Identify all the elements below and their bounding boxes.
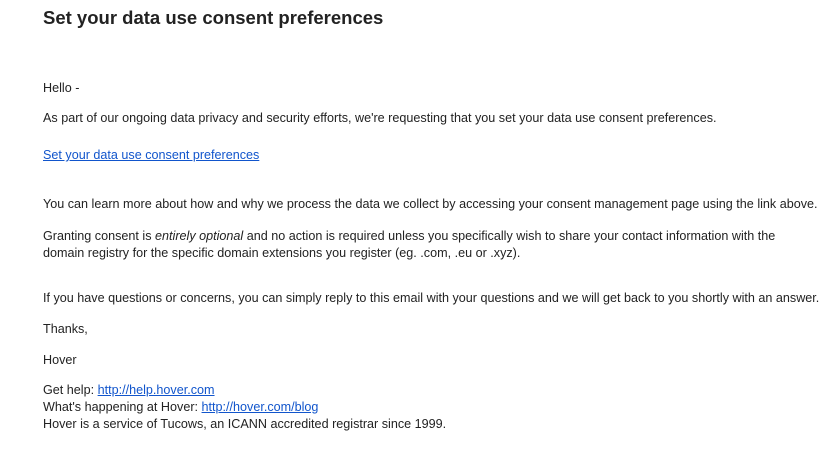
help-line: [43, 382, 446, 399]
intro-paragraph: As part of our ongoing data privacy and security efforts, we're requesting that you set your data use consent preferences.: [43, 111, 717, 125]
tucows-line: Hover is a service of Tucows, an ICANN accredited registrar since 1999.: [43, 417, 447, 431]
questions-paragraph: If you have questions or concerns, you can simply reply to this email with your questions and we will get back to you shortly with an answer.: [43, 291, 820, 305]
granting-consent-paragraph: [43, 228, 803, 262]
greeting: Hello -: [43, 81, 80, 95]
granting-text-after: and no action is required unless you specifically wish to share your contact information with the domain registry for the specific domain extensions you register (eg. .com, .eu or .xyz).: [43, 229, 776, 260]
email-footer: [43, 382, 446, 433]
blog-label: What's happening at Hover:: [43, 400, 202, 414]
blog-line: [43, 399, 446, 416]
email-subject: Set your data use consent preferences: [43, 7, 384, 28]
blog-link[interactable]: http://hover.com/blog: [201, 400, 319, 414]
thanks-line: Thanks,: [43, 322, 88, 336]
consent-link-paragraph: [43, 147, 259, 164]
consent-preferences-link[interactable]: Set your data use consent preferences: [43, 148, 260, 162]
granting-text-before: Granting consent is: [43, 229, 156, 243]
help-link[interactable]: http://help.hover.com: [97, 383, 215, 397]
granting-text-emphasis: entirely optional: [155, 229, 244, 243]
sender-name: Hover: [43, 353, 77, 367]
learn-more-paragraph: You can learn more about how and why we process the data we collect by accessing your consent management page using the link above.: [43, 197, 818, 211]
help-label: Get help:: [43, 383, 98, 397]
